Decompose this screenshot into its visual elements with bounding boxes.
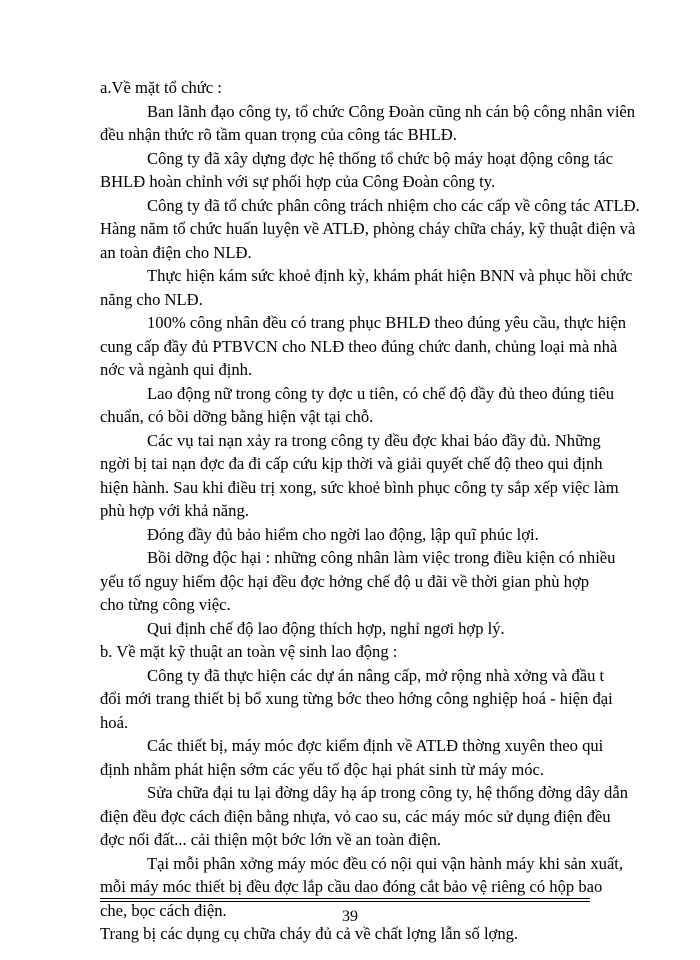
text-line: Đóng đầy đủ bảo hiểm cho ngời lao động, lập quĩ phúc lợi. [147, 524, 539, 544]
text-line: Trang bị các dụng cụ chữa cháy đủ cả về chất lợng lẫn số lợng. [100, 924, 519, 943]
text-line: đợc nối đất... cải thiện một bớc lớn về an toàn điện. [100, 830, 442, 849]
text-line: ngời bị tai nạn đợc đa đi cấp cứu kịp thời và giải quyết chế độ theo qui định [100, 454, 603, 473]
text-line: định nhằm phát hiện sớm các yếu tố độc hại phát sinh từ máy móc. [100, 759, 545, 779]
text-line: 100% công nhân đều có trang phục BHLĐ theo đúng yêu cầu, thực hiện [147, 313, 627, 332]
text-line: a.Về mặt tổ chức : [100, 78, 222, 97]
text-line: đều nhận thức rõ tầm quan trọng của công tác BHLĐ. [100, 125, 457, 144]
text-line: Lao động nữ trong công ty đợc u tiên, có chế độ đầy đủ theo đúng tiêu [147, 383, 615, 403]
text-line: Công ty đã thực hiện các dự án nâng cấp, mở rộng nhà xởng và đầu t [147, 665, 605, 685]
text-line: Công ty đã tổ chức phân công trách nhiệm cho các cấp về công tác ATLĐ. [147, 195, 640, 215]
text-line: Các thiết bị, máy móc đợc kiểm định về ATLĐ thờng xuyên theo qui [147, 736, 604, 755]
text-line: chuẩn, có bồi dỡng bằng hiện vật tại chỗ. [100, 407, 374, 426]
text-line: năng cho NLĐ. [100, 289, 203, 309]
text-line: an toàn điện cho NLĐ. [100, 242, 252, 262]
page-number: 39 [342, 908, 358, 925]
text-line: nớc và ngành qui định. [100, 360, 253, 379]
text-line: Ban lãnh đạo công ty, tổ chức Công Đoàn cũng nh cán bộ công nhân viên [147, 101, 636, 121]
text-line: b. Về mặt kỹ thuật an toàn vệ sinh lao động : [100, 642, 398, 661]
text-line: Các vụ tai nạn xảy ra trong công ty đều đợc khai báo đầy đủ. Những [147, 430, 601, 450]
text-line: Bồi dỡng độc hại : những công nhân làm việc trong điều kiện có nhiều [147, 548, 616, 567]
text-line: Công ty đã xây dựng đợc hệ thống tổ chức bộ máy hoạt động công tác [147, 148, 613, 168]
text-line: Tại mỗi phân xởng máy móc đều có nội qui vận hành máy khi sản xuất, [147, 853, 624, 873]
text-line: điện đều đợc cách điện bằng nhựa, vỏ cao su, các máy móc sử dụng điện đều [100, 806, 611, 826]
footer-rule-bottom [100, 901, 590, 902]
text-line: đổi mới trang thiết bị bổ xung từng bớc theo hớng công nghiệp hoá - hiện đại [100, 689, 613, 708]
text-line: BHLĐ hoàn chỉnh với sự phối hợp của Công Đoàn công ty. [100, 172, 496, 191]
text-line: cho từng công việc. [100, 595, 231, 614]
text-line: hoá. [100, 712, 129, 732]
text-line: che, bọc cách điện. [100, 900, 227, 920]
text-line: cung cấp đầy đủ PTBVCN cho NLĐ theo đúng chức danh, chủng loại mà nhà [100, 336, 618, 356]
text-line: Sửa chữa đại tu lại đờng dây hạ áp trong công ty, hệ thống đờng dây dẫn [147, 783, 628, 802]
text-line: phù hợp với khả năng. [100, 501, 249, 520]
text-line: hiện hành. Sau khi điều trị xong, sức khoẻ bình phục công ty sắp xếp việc làm [100, 477, 619, 497]
text-line: Hàng năm tổ chức huấn luyện về ATLĐ, phòng cháy chữa cháy, kỹ thuật điện và [100, 219, 636, 238]
text-line: Qui định chế độ lao động thích hợp, nghỉ ngơi hợp lý. [147, 618, 505, 638]
footer-rule-top [100, 898, 590, 899]
text-line: yếu tố nguy hiểm độc hại đều đợc hởng chế độ u đãi về thời gian phù hợp [100, 571, 590, 591]
text-line: mỗi máy móc thiết bị đều đợc lắp cầu dao đóng cắt bảo vệ riêng có hộp bao [100, 877, 603, 896]
text-line: Thực hiện kám sức khoẻ định kỳ, khám phát hiện BNN và phục hồi chức [147, 266, 633, 285]
body-text [100, 76, 640, 946]
